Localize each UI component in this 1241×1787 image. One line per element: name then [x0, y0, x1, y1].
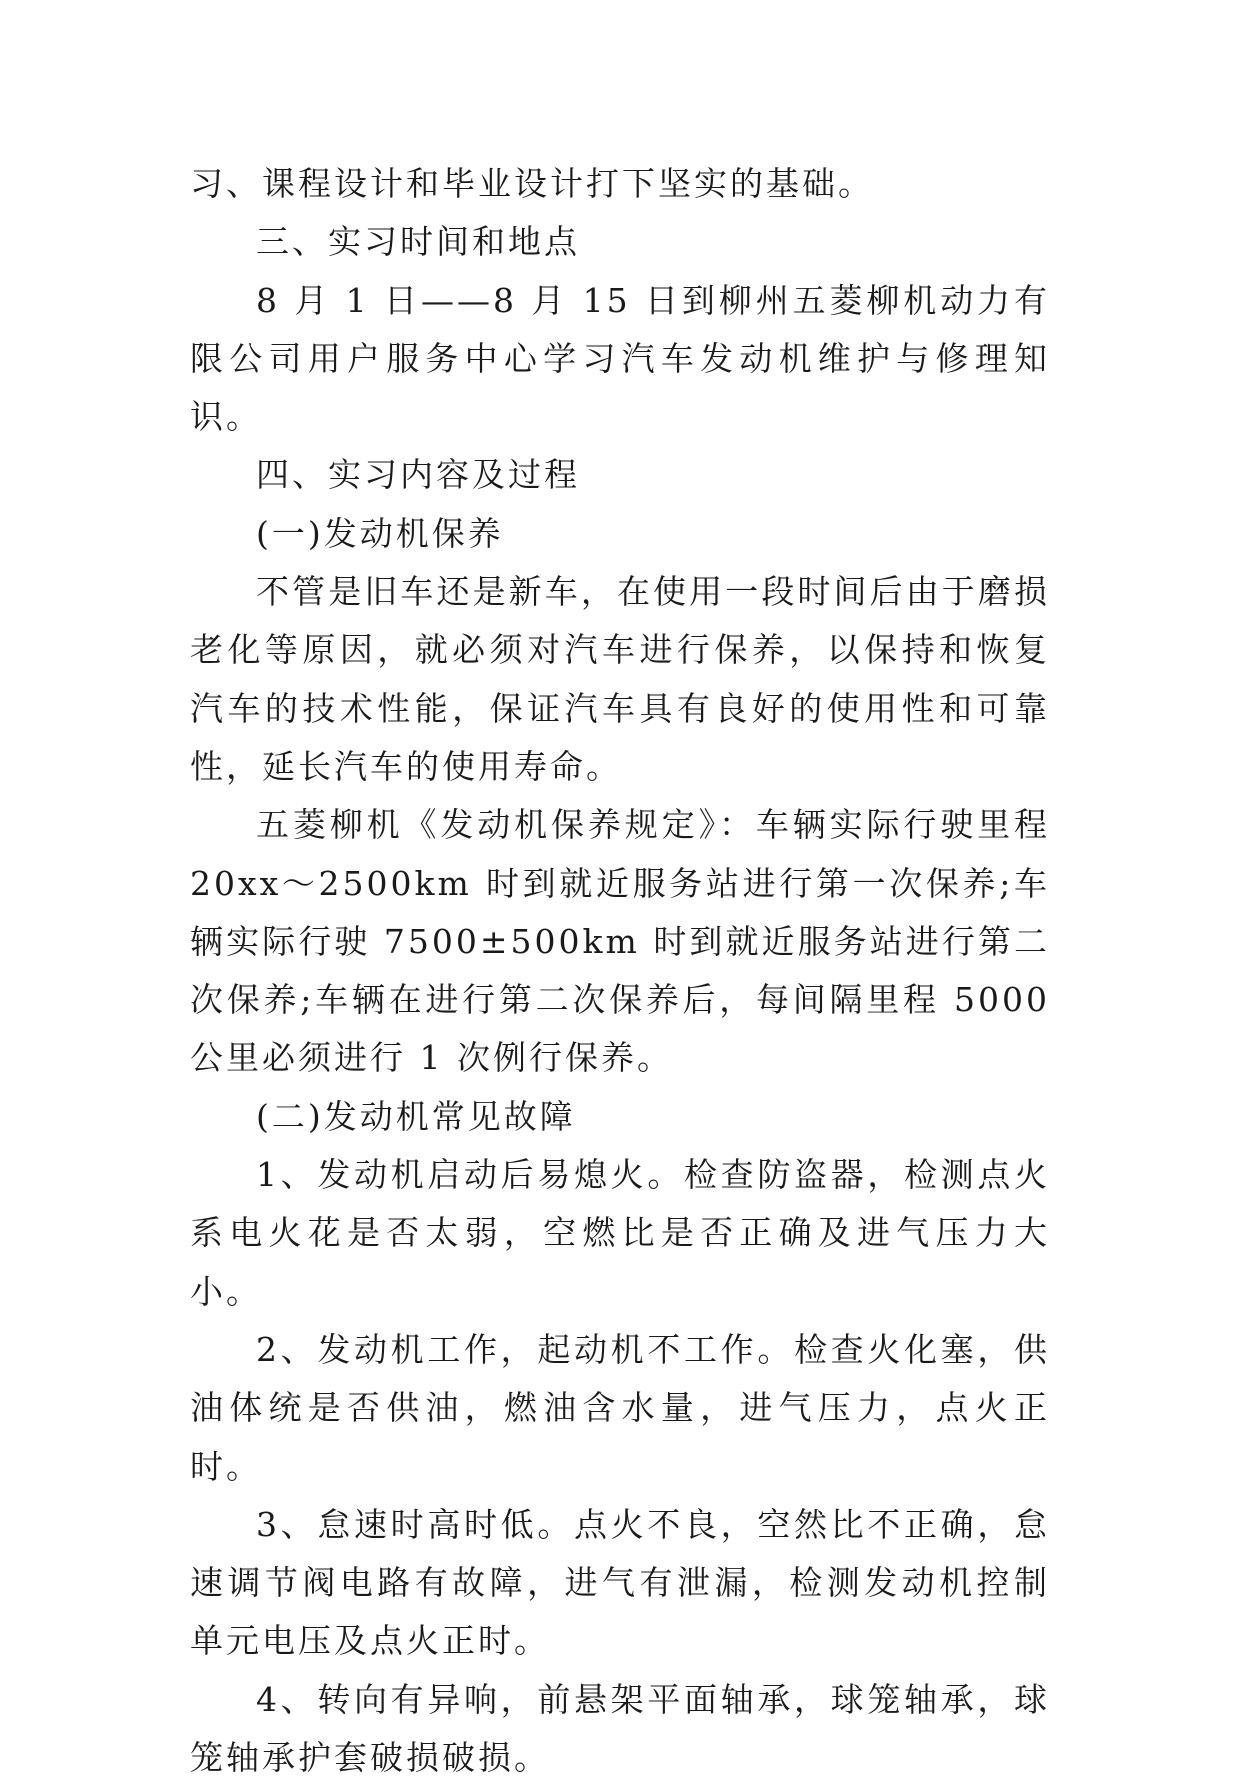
- list-item-fault-1: 1、发动机启动后易熄火。检查防盗器，检测点火系电火花是否太弱，空燃比是否正确及进气压力大小。: [190, 1155, 1050, 1311]
- paragraph-maintenance-intro: 不管是旧车还是新车，在使用一段时间后由于磨损老化等原因，就必须对汽车进行保养，以保持和恢复汽车的技术性能，保证汽车具有良好的使用性和可靠性，延长汽车的使用寿命。: [190, 572, 1050, 786]
- paragraph-continuation: 习、课程设计和毕业设计打下坚实的基础。: [190, 164, 874, 203]
- subsection-heading-2: (二)发动机常见故障: [256, 1096, 576, 1136]
- paragraph-time-location: 8 月 1 日——8 月 15 日到柳州五菱柳机动力有限公司用户服务中心学习汽车发动机维护与修理知识。: [190, 280, 1050, 437]
- list-item-fault-3: 3、怠速时高时低。点火不良，空然比不正确，怠速调节阀电路有故障，进气有泄漏，检测发动机控制单元电压及点火正时。: [190, 1504, 1050, 1661]
- paragraph-maintenance-rules: 五菱柳机《发动机保养规定》：车辆实际行驶里程 20xx～2500km 时到就近服务站进行第一次保养;车辆实际行驶 7500±500km 时到就近服务站进行第二次保养;车辆在进行第二次保养后，每间隔里程 5000 公里必须进行 1 次例行保养。: [190, 805, 1050, 1078]
- list-item-fault-4: 4、转向有异响，前悬架平面轴承，球笼轴承，球笼轴承护套破损破损。: [190, 1679, 1050, 1778]
- section-heading-3: 三、实习时间和地点: [256, 222, 580, 262]
- subsection-heading-1: (一)发动机保养: [256, 513, 504, 553]
- section-heading-4: 四、实习内容及过程: [256, 455, 580, 495]
- document-body: [190, 155, 1050, 1787]
- list-item-fault-2: 2、发动机工作，起动机不工作。检查火化塞，供油体统是否供油，燃油含水量，进气压力，点火正时。: [190, 1329, 1050, 1486]
